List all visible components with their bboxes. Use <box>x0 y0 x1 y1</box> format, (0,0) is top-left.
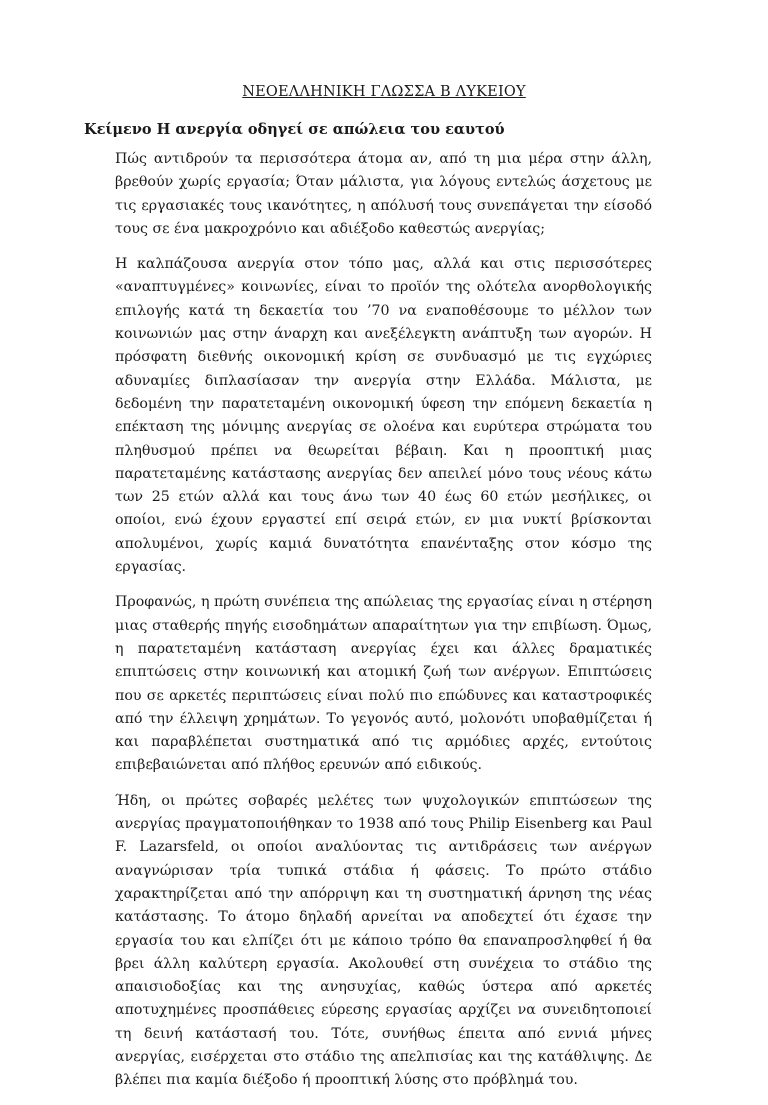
paragraph: Πώς αντιδρούν τα περισσότερα άτομα αν, από τη μια μέρα στην άλλη, βρεθούν χωρίς εργασία; Όταν μάλιστα, για λόγους εντελώς άσχετους με τις εργασιακές τους ικανότητες, η απόλυσή τους συνεπάγεται την είσοδό τους σε ένα μακροχρόνιο και αδιέξοδο καθεστώς ανεργίας; <box>115 151 652 237</box>
document-body <box>115 148 652 1105</box>
paragraph: Η καλπάζουσα ανεργία στον τόπο μας, αλλά και στις περισσότερες «αναπτυγμένες» κοινωνίες, είναι το προϊόν της ολότελα ανορθολογικής επιλογής κατά τη δεκαετία του ’70 να εναποθέσουμε το μέλλον των κοινωνιών μας στην άναρχη και ανεξέλεγκτη ανάπτυξη των αγορών. Η πρόσφατη διεθνής οικονομική κρίση σε συνδυασμό με τις εγχώριες αδυναμίες διπλασίασαν την ανεργία στην Ελλάδα. Μάλιστα, με δεδομένη την παρατεταμένη οικονομική ύφεση την επόμενη δεκαετία η επέκταση της μόνιμης ανεργίας σε ολοένα και ευρύτερα στρώματα του πληθυσμού πρέπει να θεωρείται βέβαιη. Και η προοπτική μιας παρατεταμένης κατάστασης ανεργίας δεν απειλεί μόνο τους νέους κάτω των 25 ετών αλλά και τους άνω των 40 έως 60 ετών μεσήλικες, οι οποίοι, ενώ έχουν εργαστεί επί σειρά ετών, εν μια νυκτί βρίσκονται απολυμένοι, χωρίς καμιά δυνατότητα επανένταξης στον κόσμο της εργασίας. <box>115 256 652 576</box>
document-title: ΝΕΟΕΛΛΗΝΙΚΗ ΓΛΩΣΣΑ Β ΛΥΚΕΙΟΥ <box>242 84 526 100</box>
paragraph: Προφανώς, η πρώτη συνέπεια της απώλειας της εργασίας είναι η στέρηση μιας σταθερής πηγής εισοδημάτων απαραίτητων για την επιβίωση. Όμως, η παρατεταμένη κατάσταση ανεργίας έχει και άλλες δραματικές επιπτώσεις στην κοινωνική και ατομική ζωή των ανέργων. Επιπτώσεις που σε αρκετές περιπτώσεις είναι πολύ πιο επώδυνες και καταστροφικές από την έλλειψη χρημάτων. Το γεγονός αυτό, μολονότι υποβαθμίζεται ή και παραβλέπεται συστηματικά από τις αρμόδιες αρχές, εντούτοις επιβεβαιώνεται από πλήθος ερευνών από ειδικούς. <box>115 594 652 774</box>
paragraph: Ήδη, οι πρώτες σοβαρές μελέτες των ψυχολογικών επιπτώσεων της ανεργίας πραγματοποιήθηκαν το 1938 από τους Philip Eisenberg και Paul F. Lazarsfeld, οι οποίοι αναλύοντας τις αντιδράσεις των ανέργων αναγνώρισαν τρία τυπικά στάδια ή φάσεις. Το πρώτο στάδιο χαρακτηρίζεται από την απόρριψη και τη συστηματική άρνηση της νέας κατάστασης. Το άτομο δηλαδή αρνείται να αποδεχτεί ότι έχασε την εργασία του και ελπίζει ότι με κάποιο τρόπο θα επαναπροσληφθεί ή θα βρει άλλη καλύτερη εργασία. Ακολουθεί στη συνέχεια το στάδιο της απαισιοδοξίας και της ανησυχίας, καθώς ύστερα από αρκετές αποτυχημένες προσπάθειες εύρεσης εργασίας αρχίζει να συνειδητοποιεί τη δεινή κατάστασή του. Τότε, συνήθως έπειτα από εννιά μήνες ανεργίας, εισέρχεται στο στάδιο της απελπισίας και της κατάθλιψης. Δε βλέπει πια καμία διέξοδο ή προοπτική λύσης στο πρόβλημά του. <box>115 792 652 1089</box>
text-heading: Κείμενο Η ανεργία οδηγεί σε απώλεια του εαυτού <box>84 121 505 138</box>
